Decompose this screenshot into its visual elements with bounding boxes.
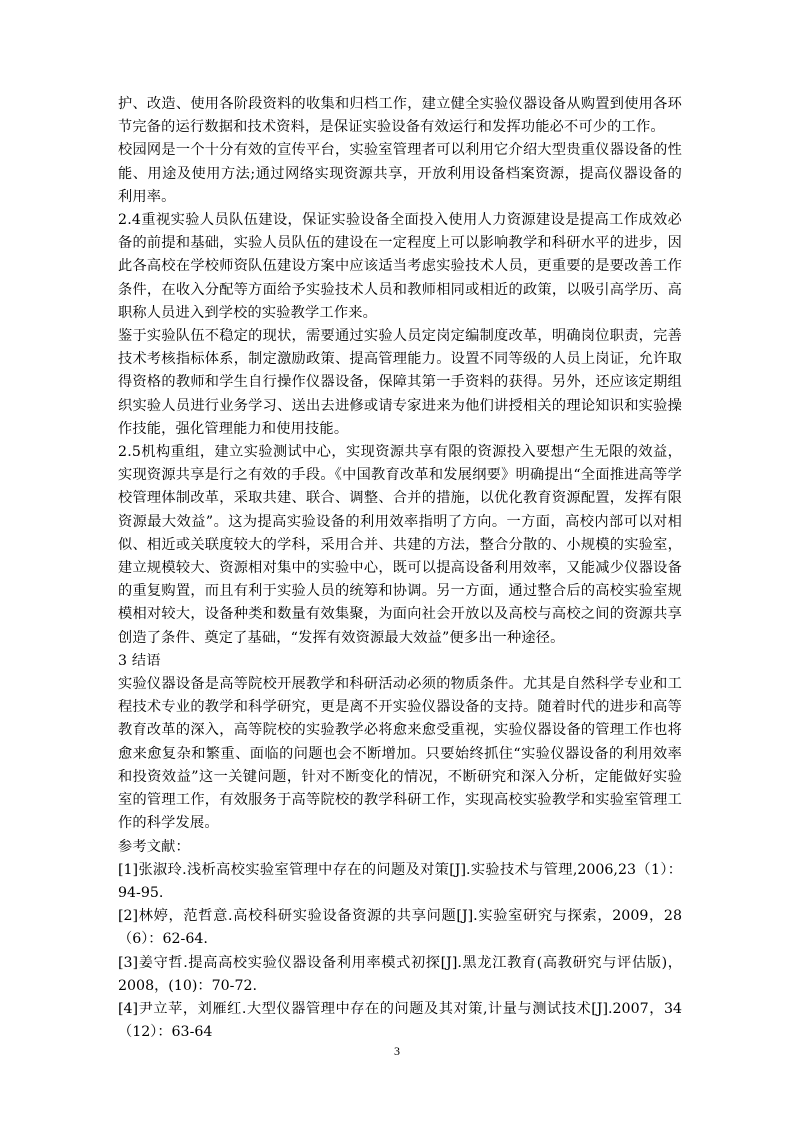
references-heading: 参考文献： — [118, 838, 190, 855]
page-number: 3 — [394, 1044, 400, 1058]
reference-item: [4]尹立苹，刘雁红.大型仪器管理中存在的问题及其对策,计量与测试技术[J].2007，34（12）：63-64 — [118, 1000, 682, 1041]
reference-item: [2]林婷，范哲意.高校科研实验设备资源的共享问题[J].实验室研究与探索，2009，28（6）：62-64. — [118, 908, 682, 948]
paragraph-staff-reform: 鉴于实验队伍不稳定的现状，需要通过实验人员定岗定编制度改革，明确岗位职责，完善技术考核指标体系，制定激励政策、提高管理能力。设置不同等级的人员上岗证，允许取得资格的教师和学生自行操作仪器设备，保障其第一手资料的获得。另外，还应该定期组织实验人员进行业务学习、送出去进修或请专家进来为他们讲授相关的理论知识和实验操作技能，强化管理能力和使用技能。 — [118, 328, 682, 437]
paragraph-archive: 护、改造、使用各阶段资料的收集和归档工作，建立健全实验仪器设备从购置到使用各环节完备的运行数据和技术资料，是保证实验设备有效运行和发挥功能必不可少的工作。 — [118, 96, 682, 136]
paragraph-section-2-5: 2.5机构重组，建立实验测试中心，实现资源共享有限的资源投入要想产生无限的效益，实现资源共享是行之有效的手段。《中国教育改革和发展纲要》明确提出“全面推进高等学校管理体制改革，采取共建、联合、调整、合并的措施，以优化教育资源配置，发挥有限资源最大效益”。这为提高实验设备的利用效率指明了方向。一方面，高校内部可以对相似、相近或关联度较大的学科，采用合并、共建的方法，整合分散的、小规模的实验室，建立规模较大、资源相对集中的实验中心，既可以提高设备利用效率，又能减少仪器设备的重复购置，而且有利于实验人员的统筹和协调。另一方面，通过整合后的高校实验室规模相对较大，设备种类和数量有效集聚，为面向社会开放以及高校与高校之间的资源共享创造了条件、奠定了基础，“发挥有效资源最大效益”便多出一种途径。 — [118, 444, 682, 646]
section-heading-conclusion: 3 结语 — [118, 652, 161, 669]
paragraph-section-2-4: 2.4重视实验人员队伍建设，保证实验设备全面投入使用人力资源建设是提高工作成效必备的前提和基础，实验人员队伍的建设在一定程度上可以影响教学和科研水平的进步，因此各高校在学校师资队伍建设方案中应该适当考虑实验技术人员，更重要的是要改善工作条件，在收入分配等方面给予实验技术人员和教师相同或相近的政策，以吸引高学历、高职称人员进入到学校的实验教学工作来。 — [118, 212, 682, 321]
paragraph-conclusion: 实验仪器设备是高等院校开展教学和科研活动必须的物质条件。尤其是自然科学专业和工程技术专业的教学和科学研究，更是离不开实验仪器设备的支持。随着时代的进步和高等教育改革的深入，高等院校的实验教学必将愈来愈受重视，实验仪器设备的管理工作也将愈来愈复杂和繁重、面临的问题也会不断增加。只要始终抓住“实验仪器设备的利用效率和投资效益”这一关键问题，针对不断变化的情况，不断研究和深入分析，定能做好实验室的管理工作，有效服务于高等院校的教学科研工作，实现高校实验教学和实验室管理工作的科学发展。 — [118, 676, 682, 832]
paragraph-campus-network: 校园网是一个十分有效的宣传平台，实验室管理者可以利用它介绍大型贵重仪器设备的性能、用途及使用方法;通过网络实现资源共享，开放利用设备档案资源，提高仪器设备的利用率。 — [118, 142, 682, 205]
reference-list — [118, 859, 682, 1045]
reference-item: [1]张淑玲.浅析高校实验室管理中存在的问题及对策[J].实验技术与管理,2006,23（1）：94-95. — [118, 861, 682, 901]
reference-item: [3]姜守哲.提高高校实验仪器设备利用率模式初探[J].黑龙江教育(高教研究与评估版)，2008，(10)：70-72. — [118, 954, 682, 994]
page-body — [118, 93, 682, 1044]
